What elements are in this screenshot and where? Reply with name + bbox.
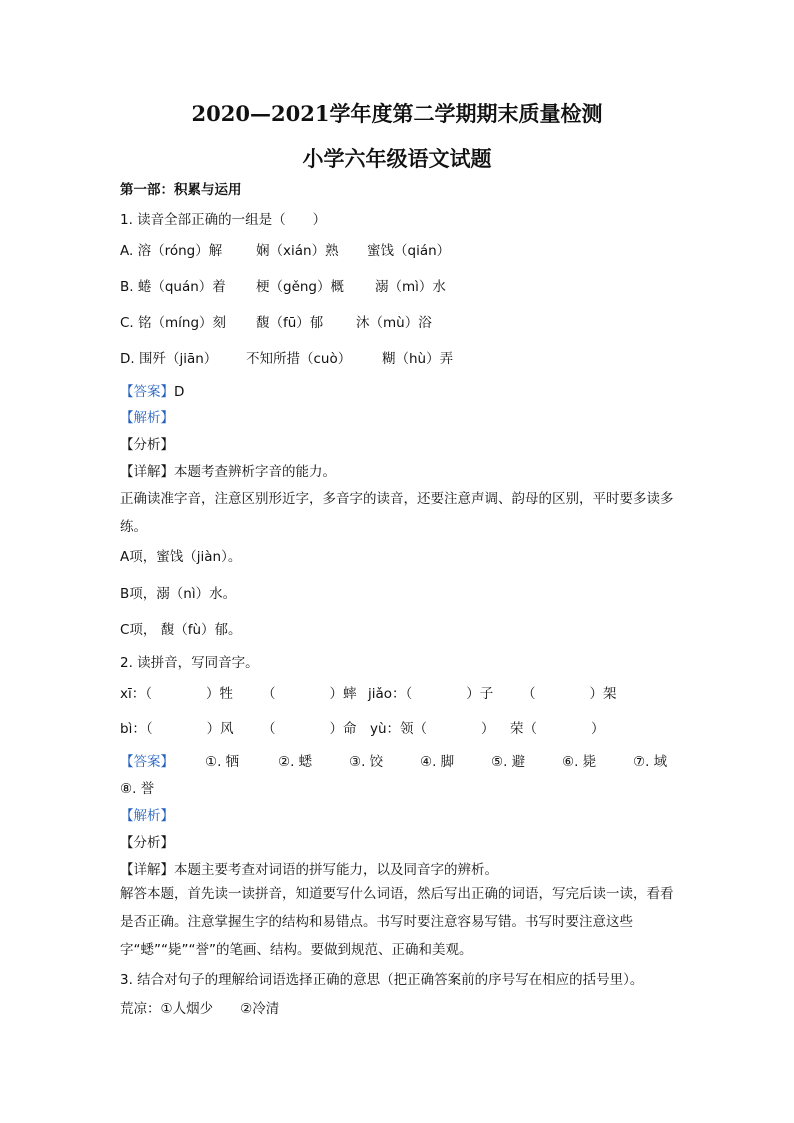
detail-tag: 【详解】	[120, 464, 174, 480]
q2-explanation: 解答本题，首先读一读拼音，知道要写什么词语，然后写出正确的词语，写完后读一读，看看是否正确。注意掌握生字的结构和易错点。书写时要注意容易写错。书写时要注意这些字“蟋”“毙”“誉”的笔画、结构。要做到规范、正确和美观。	[120, 886, 674, 958]
q2-row2	[120, 720, 680, 738]
q2-answer-6: ⑥. 毙	[562, 754, 597, 770]
q3-word-huangliang: 荒凉：①人烟少 ②冷清	[120, 1001, 280, 1017]
q2-answer	[120, 753, 676, 771]
q2-row1-4: （ ）架	[522, 686, 617, 702]
q1-item-a: A项，蜜饯（jiàn）。	[120, 549, 242, 565]
q3-stem: 3. 结合对句子的理解给词语选择正确的意思（把正确答案前的序号写在相应的括号里）。	[120, 972, 644, 988]
q1-option-a	[120, 242, 680, 260]
q2-answer-4: ④. 脚	[420, 754, 455, 770]
answer-tag: 【答案】	[120, 754, 174, 770]
q2-detail	[120, 861, 498, 879]
q2-answer-2: ②. 蟋	[278, 754, 313, 770]
q2-answer-3: ③. 饺	[349, 754, 384, 770]
q1-option-c-2: 馥（fū）郁	[256, 315, 324, 331]
q1-option-a-2: 娴（xián）熟	[256, 243, 339, 259]
q1-answer	[120, 383, 184, 401]
q1-detail	[120, 463, 336, 481]
q1-analysis-tag: 【解析】	[120, 410, 174, 426]
q1-option-a-3: 蜜饯（qián）	[367, 243, 451, 259]
q1-option-b	[120, 278, 680, 296]
q2-row1-2: （ ）蟀	[262, 686, 357, 702]
q2-answer-1: ①. 牺	[205, 754, 240, 770]
q1-item-c: C项， 馥（fù）郁。	[120, 622, 242, 638]
q2-stem: 2. 读拼音，写同音字。	[120, 655, 259, 671]
q2-row2-2: （ ）命	[262, 721, 357, 737]
q1-option-c-3: 沐（mù）浴	[356, 315, 432, 331]
q2-answer-5: ⑤. 避	[491, 754, 526, 770]
section-heading: 第一部：积累与运用	[120, 182, 242, 198]
page-title: 2020—2021学年度第二学期期末质量检测	[191, 101, 603, 126]
q2-row1-1: xī：（ ）牲	[120, 686, 233, 702]
q2-row2-4: 荣（ ）	[510, 721, 605, 737]
q1-option-c	[120, 314, 680, 332]
q1-option-d-1: D. 围歼（jiān）	[120, 351, 218, 367]
q2-row2-3: yù：领（ ）	[370, 721, 495, 737]
q1-stem: 1. 读音全部正确的一组是（ ）	[120, 212, 327, 228]
q1-option-d	[120, 350, 680, 368]
detail-tag: 【详解】	[120, 862, 174, 878]
q1-option-b-1: B. 蜷（quán）着	[120, 279, 226, 295]
q1-detail-text: 本题考查辨析字音的能力。	[174, 464, 336, 480]
page-subtitle: 小学六年级语文试题	[302, 146, 492, 171]
q2-row1	[120, 685, 680, 703]
q2-answer-7: ⑦. 域	[633, 754, 668, 770]
answer-tag: 【答案】	[120, 384, 174, 400]
q1-option-c-1: C. 铭（míng）刻	[120, 315, 227, 331]
q1-option-b-3: 溺（mì）水	[375, 279, 446, 295]
q2-analysis-tag: 【解析】	[120, 808, 174, 824]
q1-explanation: 正确读准字音，注意区别形近字，多音字的读音，还要注意声调、韵母的区别，平时要多读多练。	[120, 491, 674, 535]
q1-option-d-2: 不知所措（cuò）	[246, 351, 352, 367]
q1-option-b-2: 梗（gěng）概	[256, 279, 345, 295]
q1-fenxi: 【分析】	[120, 437, 174, 453]
q2-fenxi: 【分析】	[120, 835, 174, 851]
q2-answer-8: ⑧. 誉	[120, 781, 155, 797]
q2-detail-text: 本题主要考查对词语的拼写能力，以及同音字的辨析。	[174, 862, 498, 878]
q2-row2-1: bì：（ ）风	[120, 721, 234, 737]
q2-row1-3: jiǎo：（ ）子	[368, 686, 494, 702]
q1-answer-value: D	[174, 384, 185, 400]
q1-item-b: B项，溺（nì）水。	[120, 586, 237, 602]
q1-option-a-1: A. 溶（róng）解	[120, 243, 223, 259]
q1-option-d-3: 糊（hù）弄	[382, 351, 454, 367]
